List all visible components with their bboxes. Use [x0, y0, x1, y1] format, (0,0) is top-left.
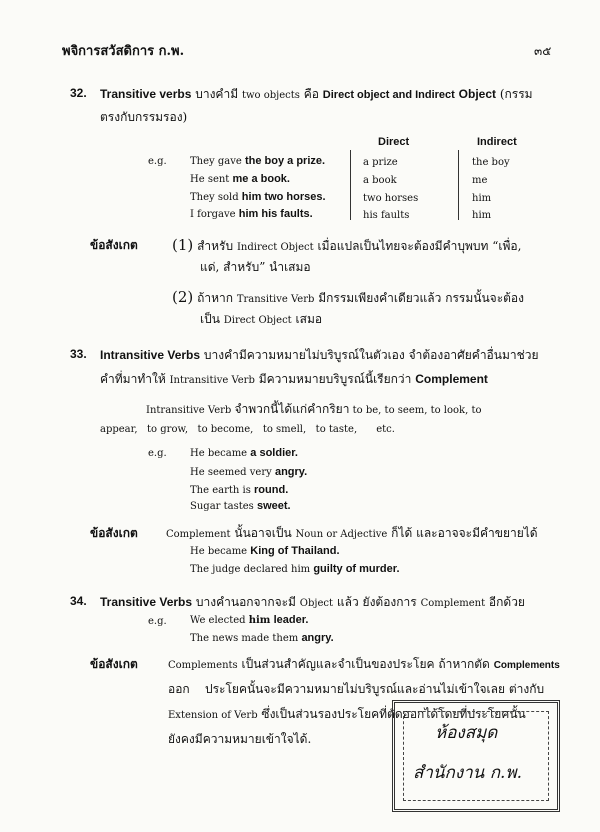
thai-text: เสมอ	[295, 312, 323, 326]
thai-text: คือ	[303, 87, 319, 101]
thai-text: ก็ได้	[391, 526, 413, 540]
stamp-text-line-2: สำนักงาน ก.พ.	[413, 763, 523, 783]
indirect-object-cell: him	[472, 210, 492, 221]
table-divider	[458, 150, 459, 220]
example-text: The news made	[190, 633, 270, 644]
section-33-line-4: appear, to grow, to become, to smell, to taste, etc.	[100, 424, 395, 435]
example-emphasis: him two horses.	[241, 191, 326, 203]
english-text: Complement	[420, 598, 486, 609]
thai-text: เมื่อแปลเป็นไทยจะต้องมีคำบุพบท	[317, 239, 489, 253]
example-sentence	[190, 447, 298, 459]
thai-text: บางคำมี	[195, 87, 239, 101]
example-sentence	[190, 500, 291, 512]
thai-text: คำที่มาทำให้	[100, 372, 166, 386]
term-intransitive-verbs: Intransitive Verbs	[100, 348, 201, 362]
term-complement: Complement	[415, 372, 488, 386]
example-text: They gave	[190, 156, 242, 167]
example-emphasis: King of Thailand.	[250, 545, 340, 557]
example-emphasis: guilty of murder.	[313, 563, 400, 575]
english-text: to seem,	[384, 405, 428, 416]
example-emphasis: angry.	[274, 466, 308, 478]
english-text: Indirect Object	[236, 242, 314, 253]
english-text: to be,	[352, 405, 382, 416]
english-text: Object	[299, 598, 334, 609]
thai-text: จำพวกนี้ได้แก่คำกริยา	[234, 402, 350, 416]
example-text: They sold	[190, 192, 239, 203]
example-emphasis: me a book.	[232, 173, 290, 185]
thai-text: มีกรรมเพียงคำเดียวแล้ว	[318, 291, 442, 305]
note-1	[172, 236, 521, 256]
column-header-indirect: Indirect	[477, 136, 517, 148]
eg-label: e.g.	[148, 448, 167, 459]
example-text: Sugar tastes	[190, 501, 254, 512]
thai-text: สำหรับ	[197, 239, 234, 253]
section-34-note-line-4: ยังคงมีความหมายเข้าใจได้.	[168, 732, 312, 746]
example-text: He became	[190, 546, 248, 557]
example-sentence	[190, 466, 307, 478]
library-stamp	[392, 700, 560, 812]
english-text: two objects	[241, 90, 300, 101]
note-label: ข้อสังเกต	[90, 657, 138, 671]
english-text: Complements	[168, 660, 238, 671]
english-text: Extension of Verb	[168, 710, 258, 721]
section-33-line-2	[100, 370, 488, 389]
thai-text: “เพื่อ,	[492, 239, 522, 253]
english-text: Intransitive Verb	[169, 375, 255, 386]
english-text: Noun or Adjective	[295, 529, 388, 540]
english-text: to	[471, 405, 482, 416]
thai-text: บางคำมีความหมายไม่บริบูรณ์ในตัวเอง	[203, 348, 405, 362]
term-object: Object	[458, 87, 496, 101]
eg-label: e.g.	[148, 616, 167, 627]
example-emphasis: round.	[254, 484, 289, 496]
thai-text: จำต้องอาศัยคำอื่นมาช่วย	[408, 348, 539, 362]
thai-text: เป็นส่วนสำคัญและจำเป็นของประโยค	[241, 657, 435, 671]
page-number: ๓๕	[534, 44, 552, 58]
section-32-line-1	[100, 85, 533, 104]
thai-text: ออก	[168, 682, 190, 696]
thai-text: มีความหมายบริบูรณ์นี้เรียกว่า	[258, 372, 412, 386]
thai-text: แล้ว	[336, 595, 359, 609]
thai-text: ถ้าหาก	[197, 291, 233, 305]
example-text: The earth is	[190, 485, 251, 496]
thai-text: ถ้าหากตัด	[438, 657, 490, 671]
section-number: 34.	[70, 594, 87, 608]
thai-text: บางคำนอกจากจะมี	[195, 595, 296, 609]
thai-text: ยังต้องการ	[362, 595, 417, 609]
example-emphasis: leader.	[273, 614, 309, 626]
direct-object-cell: a book	[363, 175, 397, 186]
direct-object-cell: two horses	[363, 193, 419, 204]
direct-object-cell: a prize	[363, 157, 398, 168]
thai-text: ซึ่งเป็นส่วนรองประโยคที่ตัดออกได้โดยที่ประโยคนั้น	[261, 707, 526, 721]
example-text: The judge declared him	[190, 564, 311, 575]
example-text: He seemed very	[190, 467, 272, 478]
example-text: He sent	[190, 174, 230, 185]
thai-text: และอาจจะมีคำขยายได้	[416, 526, 538, 540]
example-sentence	[190, 484, 288, 496]
example-sentence	[190, 545, 340, 557]
direct-object-cell: his faults	[363, 210, 410, 221]
note-2	[172, 288, 524, 308]
note-label: ข้อสังเกต	[90, 526, 138, 540]
section-34-note-line-1	[168, 655, 560, 674]
section-34-line-1	[100, 593, 525, 612]
english-text: Direct Object	[223, 315, 292, 326]
section-number: 32.	[70, 86, 87, 100]
section-number: 33.	[70, 347, 87, 361]
thai-text: (กรรม	[499, 87, 533, 101]
example-sentence	[190, 208, 313, 220]
thai-text: ประโยคนั้นจะมีความหมายไม่บริบูรณ์และอ่านไม่เข้าใจเลย	[204, 682, 506, 696]
example-text: him	[248, 615, 271, 626]
indirect-object-cell: the boy	[472, 157, 510, 168]
thai-text: ต่างกับ	[508, 682, 545, 696]
example-emphasis: sweet.	[256, 500, 291, 512]
note-number: (1)	[172, 236, 194, 254]
english-text: Complements	[493, 660, 560, 671]
english-text: Complement	[166, 529, 231, 540]
example-sentence	[190, 155, 325, 167]
example-text: them	[272, 633, 299, 644]
example-emphasis: him his faults.	[238, 208, 313, 220]
thai-text: อีกด้วย	[488, 595, 525, 609]
indirect-object-cell: him	[472, 193, 492, 204]
english-text: Transitive Verb	[236, 294, 315, 305]
section-34-note-line-2	[168, 680, 544, 699]
example-emphasis: angry.	[301, 632, 334, 644]
section-33-note	[166, 524, 538, 543]
example-emphasis: the boy a prize.	[244, 155, 326, 167]
example-sentence	[190, 632, 334, 644]
eg-label: e.g.	[148, 156, 167, 167]
stamp-text-line-1: ห้องสมุด	[435, 723, 498, 743]
section-32-line-2: ตรงกับกรรมรอง)	[100, 110, 188, 124]
term-transitive-verbs: Transitive Verbs	[100, 595, 193, 609]
example-text: We elected	[190, 615, 246, 626]
term-transitive-verbs: Transitive verbs	[100, 87, 192, 101]
term-direct-indirect: Direct object and Indirect	[322, 89, 455, 101]
example-text: I forgave	[190, 209, 236, 220]
english-text: to look,	[430, 405, 469, 416]
example-sentence	[190, 614, 308, 626]
example-emphasis: a soldier.	[250, 447, 298, 459]
indirect-object-cell: me	[472, 175, 488, 186]
note-label: ข้อสังเกต	[90, 238, 138, 252]
note-1-line-2: แด่, สำหรับ” นำเสมอ	[200, 260, 311, 274]
column-header-direct: Direct	[378, 136, 410, 148]
thai-text: กรรมนั้นจะต้อง	[445, 291, 524, 305]
english-text: Intransitive Verb	[146, 405, 232, 416]
note-2-line-2	[200, 310, 322, 329]
note-number: (2)	[172, 288, 194, 306]
thai-text: เป็น	[200, 312, 220, 326]
page-header-title: พจิการสวัสดิการ ก.พ.	[62, 44, 185, 59]
example-sentence	[190, 563, 400, 575]
table-divider	[350, 150, 351, 220]
example-sentence	[190, 191, 326, 203]
thai-text: นั้นอาจเป็น	[234, 526, 292, 540]
example-text: He became	[190, 448, 248, 459]
section-33-line-1	[100, 346, 539, 365]
section-33-line-3	[146, 400, 482, 419]
example-sentence	[190, 173, 290, 185]
